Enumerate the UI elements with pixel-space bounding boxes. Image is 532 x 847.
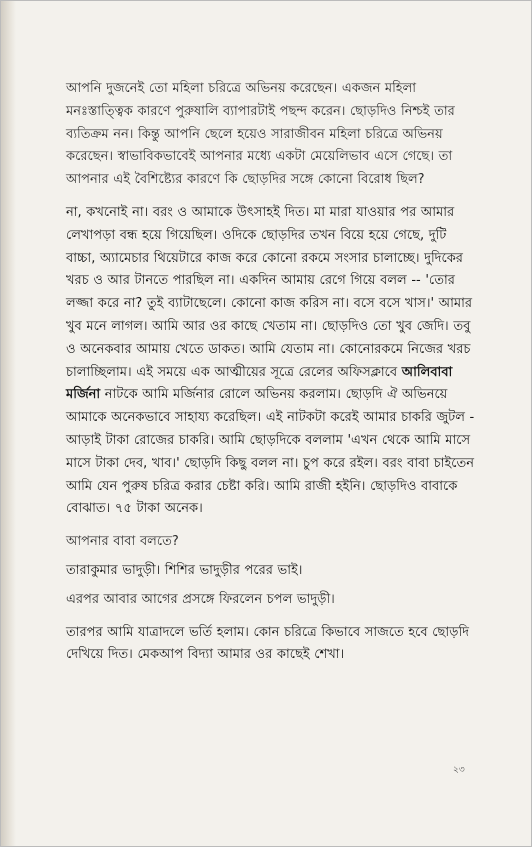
paragraph-question-2: আপনার বাবা বলতে? <box>66 534 179 550</box>
paragraph-question-1: আপনি দুজনেই তো মহিলা চরিত্রে অভিনয় করেছেন। একজন মহিলা মনঃস্তাত্ত্বিক কারণে পুরুষালি ব্যাপারটাই পছন্দ করেন। ছোড়দিও নিশ্চই তার ব্যতিক্রম নন। কিন্তু আপনি ছেলে হয়েও সারাজীবন মহিলা চরিত্রে অভিনয় করেছেন। স্বাভাবিকভাবেই আপনার মধ্যে একটা মেয়েলিভাব এসে গেছে। তা আপনার এই বৈশিষ্ট্যের কারণে কি ছোড়দির সঙ্গে কোনো বিরোধ ছিল? <box>66 81 455 188</box>
paragraph-answer-1 <box>66 202 476 521</box>
answer-1-text-after: নাটকে আমি মর্জিনার রোলে অভিনয় করলাম। ছোড়দি ঐ অভিনয়ে আমাকে অনেকভাবে সাহায্য করেছিল। এই নাটকটা করেই আমার চাকরি জুটল - আড়াই টাকা রোজের চাকরি। আমি ছোড়দিকে বললাম 'এখন থেকে আমি মাসে মাসে টাকা দেব, খাব।' ছোড়দি কিছু বলল না। চুপ করে রইল। বরং বাবা চাইতেন আমি যেন পুরুষ চরিত্র করার চেষ্টা করি। আমি রাজী হইনি। ছোড়দিও বাবাকে বোঝাত। ৭৫ টাকা অনেক। <box>66 387 475 517</box>
paragraph-answer-3: তারপর আমি যাত্রাদলে ভর্তি হলাম। কোন চরিত্রে কিভাবে সাজতে হবে ছোড়দি দেখিয়ে দিত। মেকআপ বিদ্যা আমার ওর কাছেই শেখা। <box>66 624 470 663</box>
page-number: ২৩ <box>453 765 465 775</box>
paragraph-narration: এরপর আবার আগের প্রসঙ্গে ফিরলেন চপল ভাদুড়ী। <box>66 591 335 607</box>
play-title: আলিবাবা মর্জিনা <box>66 364 453 403</box>
page-gutter <box>0 0 16 847</box>
answer-1-text-before: না, কখনোই না। বরং ও আমাকে উৎসাহই দিত। মা মারা যাওয়ার পর আমার লেখাপড়া বন্ধ হয়ে গিয়েছিল। ওদিকে ছোড়দির তখন বিয়ে হয়ে গেছে, দুটি বাচ্চা, অ্যামেচার থিয়েটারে কাজ করে কোনো রকমে সংসার চালাচ্ছে। দুদিকের খরচ ও আর টানতে পারছিল না। একদিন আমায় রেগে গিয়ে বলল -- 'তোর লজ্জা করে না? তুই ব্যাটাছেলে। কোনো কাজ করিস না। বসে বসে খাস।' আমার খুব মনে লাগল। আমি আর ওর কাছে খেতাম না। ছোড়দিও তো খুব জেদি। তবু ও অনেকবার আমায় খেতে ডাকত। আমি যেতাম না। কোনোরকমে নিজের খরচ চালাচ্ছিলাম। এই সময়ে এক আত্মীয়ের সূত্রে রেলের অফিসক্লাবে <box>66 204 473 380</box>
paragraph-answer-2: তারাকুমার ভাদুড়ী। শিশির ভাদুড়ীর পরের ভাই। <box>66 562 303 578</box>
body-text <box>66 78 476 667</box>
